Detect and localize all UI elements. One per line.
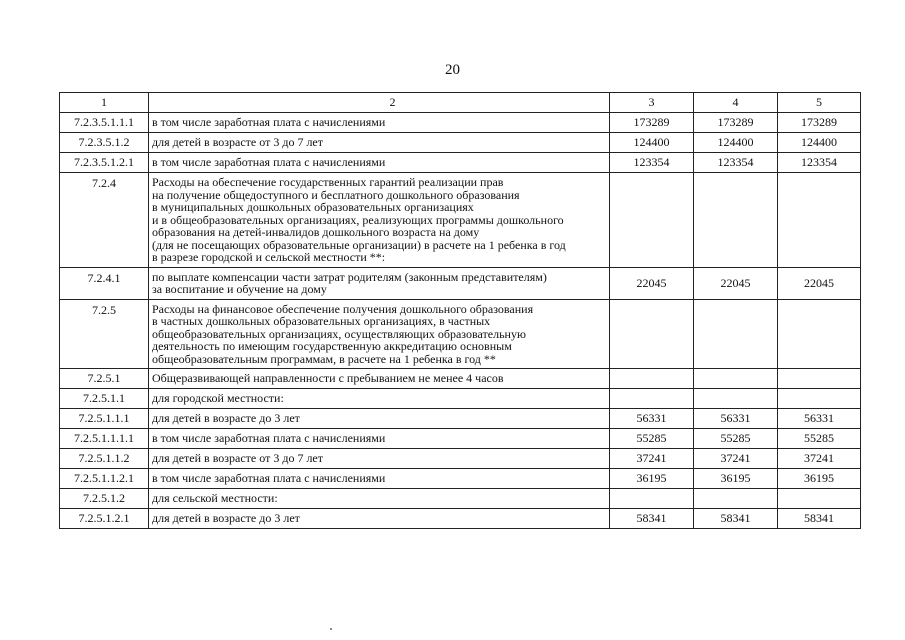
page-number: 20	[445, 62, 460, 78]
row-value-col4: 55285	[694, 429, 778, 449]
row-code: 7.2.5	[60, 299, 149, 369]
table-row	[60, 133, 861, 153]
row-code: 7.2.5.1.1.2.1	[60, 469, 149, 489]
row-description: для сельской местности:	[149, 489, 610, 509]
row-value-col4: 123354	[694, 153, 778, 173]
table-row	[60, 429, 861, 449]
row-value-col5: 58341	[778, 509, 861, 529]
row-value-col3: 36195	[610, 469, 694, 489]
row-code: 7.2.4	[60, 173, 149, 268]
row-description: в том числе заработная плата с начислениями	[149, 113, 610, 133]
table-row	[60, 409, 861, 429]
row-value-col5	[778, 299, 861, 369]
header-cell-col2: 2	[149, 93, 610, 113]
row-value-col3: 123354	[610, 153, 694, 173]
budget-table	[59, 92, 861, 529]
table-row	[60, 449, 861, 469]
header-cell-col3: 3	[610, 93, 694, 113]
row-description: для детей в возрасте до 3 лет	[149, 509, 610, 529]
row-value-col5	[778, 389, 861, 409]
row-code: 7.2.4.1	[60, 267, 149, 299]
row-code: 7.2.3.5.1.2.1	[60, 153, 149, 173]
row-value-col5: 37241	[778, 449, 861, 469]
row-value-col4: 37241	[694, 449, 778, 469]
table-row	[60, 267, 861, 299]
row-value-col4: 124400	[694, 133, 778, 153]
row-value-col4: 22045	[694, 267, 778, 299]
row-description: в том числе заработная плата с начислениями	[149, 429, 610, 449]
row-code: 7.2.5.1.2.1	[60, 509, 149, 529]
row-value-col3: 124400	[610, 133, 694, 153]
row-description: Расходы на обеспечение государственных гарантий реализации прав на получение общедоступного и бесплатного дошкольного образования в муниципальных дошкольных образовательных организациях и в общеобразовательных организациях, реализующих программы дошкольного образования на детей-инвалидов дошкольного возраста на дому (для не посещающих образовательные организации) в расчете на 1 ребенка в год в разрезе городской и сельской местности **:	[149, 173, 610, 268]
row-value-col3: 58341	[610, 509, 694, 529]
row-value-col4	[694, 299, 778, 369]
row-value-col5: 123354	[778, 153, 861, 173]
row-value-col3: 37241	[610, 449, 694, 469]
row-value-col4: 36195	[694, 469, 778, 489]
scan-speck	[330, 628, 332, 630]
row-value-col5: 22045	[778, 267, 861, 299]
table-row	[60, 489, 861, 509]
row-value-col5: 36195	[778, 469, 861, 489]
row-description: для детей в возрасте от 3 до 7 лет	[149, 449, 610, 469]
row-description: Расходы на финансовое обеспечение получения дошкольного образования в частных дошкольных образовательных организациях, в частных общеобразовательных организациях, осуществляющих образовательную деятельность по имеющим государственную аккредитацию основным общеобразовательным программам, в расчете на 1 ребенка в год **	[149, 299, 610, 369]
row-code: 7.2.5.1.1.1	[60, 409, 149, 429]
row-value-col4: 56331	[694, 409, 778, 429]
row-value-col4: 173289	[694, 113, 778, 133]
table-row	[60, 113, 861, 133]
row-value-col4	[694, 173, 778, 268]
table-row	[60, 153, 861, 173]
row-value-col3	[610, 369, 694, 389]
row-value-col5: 173289	[778, 113, 861, 133]
table-row	[60, 509, 861, 529]
row-code: 7.2.5.1.1	[60, 389, 149, 409]
row-value-col5	[778, 369, 861, 389]
row-value-col5: 56331	[778, 409, 861, 429]
row-value-col5: 124400	[778, 133, 861, 153]
row-value-col5: 55285	[778, 429, 861, 449]
row-code: 7.2.3.5.1.1.1	[60, 113, 149, 133]
row-value-col3	[610, 299, 694, 369]
row-value-col4	[694, 369, 778, 389]
row-description: для детей в возрасте до 3 лет	[149, 409, 610, 429]
header-cell-col5: 5	[778, 93, 861, 113]
row-description: по выплате компенсации части затрат родителям (законным представителям) за воспитание и обучение на дому	[149, 267, 610, 299]
row-value-col3	[610, 389, 694, 409]
row-value-col3	[610, 489, 694, 509]
row-value-col4	[694, 389, 778, 409]
row-description: для детей в возрасте от 3 до 7 лет	[149, 133, 610, 153]
row-description: в том числе заработная плата с начислениями	[149, 153, 610, 173]
table-row	[60, 469, 861, 489]
row-code: 7.2.5.1.1.2	[60, 449, 149, 469]
table-row	[60, 173, 861, 268]
row-description: Общеразвивающей направленности с пребыванием не менее 4 часов	[149, 369, 610, 389]
row-value-col3: 22045	[610, 267, 694, 299]
row-description: в том числе заработная плата с начислениями	[149, 469, 610, 489]
header-cell-col1: 1	[60, 93, 149, 113]
row-value-col3	[610, 173, 694, 268]
row-value-col3: 173289	[610, 113, 694, 133]
header-cell-col4: 4	[694, 93, 778, 113]
row-value-col3: 56331	[610, 409, 694, 429]
row-code: 7.2.3.5.1.2	[60, 133, 149, 153]
table-row	[60, 389, 861, 409]
row-value-col5	[778, 173, 861, 268]
row-code: 7.2.5.1.2	[60, 489, 149, 509]
row-value-col3: 55285	[610, 429, 694, 449]
row-value-col4: 58341	[694, 509, 778, 529]
row-code: 7.2.5.1	[60, 369, 149, 389]
table-row	[60, 369, 861, 389]
table-row	[60, 299, 861, 369]
row-description: для городской местности:	[149, 389, 610, 409]
row-code: 7.2.5.1.1.1.1	[60, 429, 149, 449]
row-value-col4	[694, 489, 778, 509]
row-value-col5	[778, 489, 861, 509]
table-header-row	[60, 93, 861, 113]
